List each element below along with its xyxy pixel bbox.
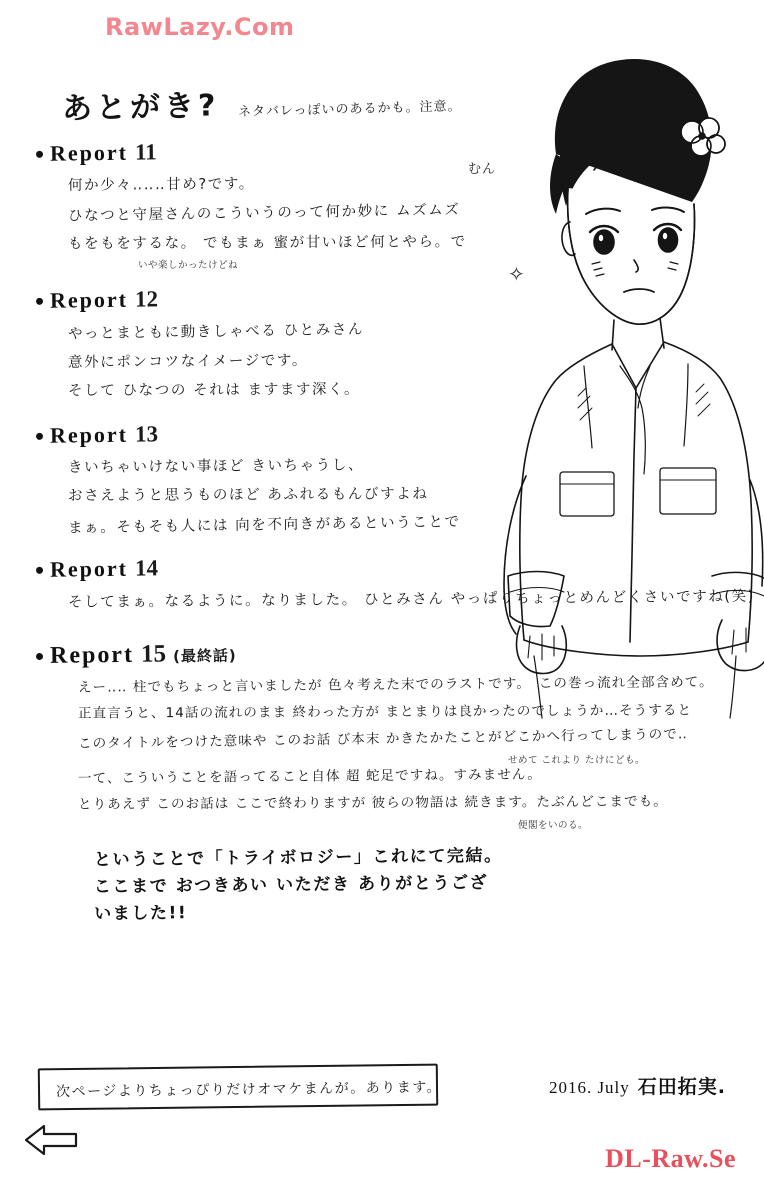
report-annotation: 便閣をいのる。 [518,820,589,832]
report-block-12 [36,285,506,401]
report-line: 意外にポンコツなイメージです。 [67,352,308,371]
report-number: 13 [134,421,159,447]
report-line: そしてまぁ。なるように。なりました。 ひとみさん やっぱりちょっとめんどくさいですね(笑) [67,588,756,611]
next-page-note-box [38,1064,443,1111]
report-number: 11 [134,139,157,165]
signature-date: 2016. July [548,1078,630,1097]
report-number: 14 [134,555,159,581]
bullet-icon [36,151,43,158]
report-body [36,173,506,271]
report-number: 12 [134,286,159,313]
report-label: Report [49,287,129,314]
next-page-note-text: 次ページよりちょっぴりだけオマケまんが。あります。 [55,1079,443,1101]
watermark-bottom: DL-Raw.Se [605,1144,736,1173]
bullet-icon [36,567,43,574]
sfx-mun-text: むん [468,162,497,177]
report-heading [36,634,696,670]
report-line: もをもをするな。 でもまぁ 蜜が甘いほど何とやら。で [67,233,467,253]
report-body [36,455,506,536]
report-block-11 [36,138,506,271]
watermark-top: RawLazy.Com [105,13,295,41]
report-block-15 [36,638,714,832]
report-line: きいちゃいけない事ほど きいちゃうし、 [67,457,365,476]
report-heading [36,283,506,315]
signature [549,1072,726,1099]
report-suffix: (最終話) [172,646,237,666]
report-line: このタイトルをつけた意味や このお話 び本末 かきたかたことがどこかへ行ってしまうので‥ [77,725,689,752]
report-line: えー‥‥ 柱でもちょっと言いましたが 色々考えた末でのラストです。 この巻っ流れ全部含めて。 [77,673,714,696]
report-label: Report [49,555,129,582]
closing-message [36,845,506,927]
report-label: Report [49,421,129,448]
report-annotation: せめて これより たけにども。 [508,755,646,767]
report-line: 何か少々‥‥‥甘め?です。 [67,176,255,194]
closing-line-1: ということで「トライボロジー」これにて完結。 [93,846,503,871]
report-line: 一て、こういうことを語ってること自体 超 蛇足ですね。すみません。 [77,767,542,788]
bullet-icon [36,433,43,440]
report-number: 15 [140,640,167,668]
report-heading [36,551,506,583]
report-annotation: いや楽しかったけどね [138,260,239,272]
sparkle-icon: ✧ [508,262,525,286]
bullet-icon [36,653,43,660]
report-heading [36,135,506,167]
report-body [36,673,714,832]
report-line: そして ひなつの それは ますます深く。 [67,381,361,400]
bullet-icon [36,298,43,305]
report-line: 正直言うと、14話の流れのまま 終わった方が まとまりは良かったのでしょうか…そうすると [77,702,693,722]
report-body [36,588,756,611]
report-line: やっとまともに動きしゃべる ひとみさん [67,322,365,343]
report-label: Report [49,139,129,166]
report-block-13 [36,420,506,536]
page-title: あとがき? [61,88,220,127]
report-line: ひなつと守屋さんのこういうのって何か妙に ムズムズ [67,202,461,225]
report-line: おさえようと思うものほど あふれるもんびすよね [67,486,429,505]
report-body [36,320,506,401]
boy-character-illustration [464,36,764,726]
closing-line-2: ここまで おつきあい いただき ありがとうございました!! [93,873,489,925]
signature-name: 石田拓実. [637,1076,726,1098]
report-heading [36,417,506,449]
report-line: まぁ。そもそも人には 向を不向きがあるということで [67,514,461,537]
report-line: とりあえず このお話は ここで終わりますが 彼らの物語は 続きます。たぶんどこまでも。 [77,793,668,813]
afterword-reports [36,138,756,927]
page-title-note: ネタバレっぽいのあるかも。注意。 [237,99,462,120]
report-block-14 [36,554,756,611]
report-label: Report [49,641,135,669]
